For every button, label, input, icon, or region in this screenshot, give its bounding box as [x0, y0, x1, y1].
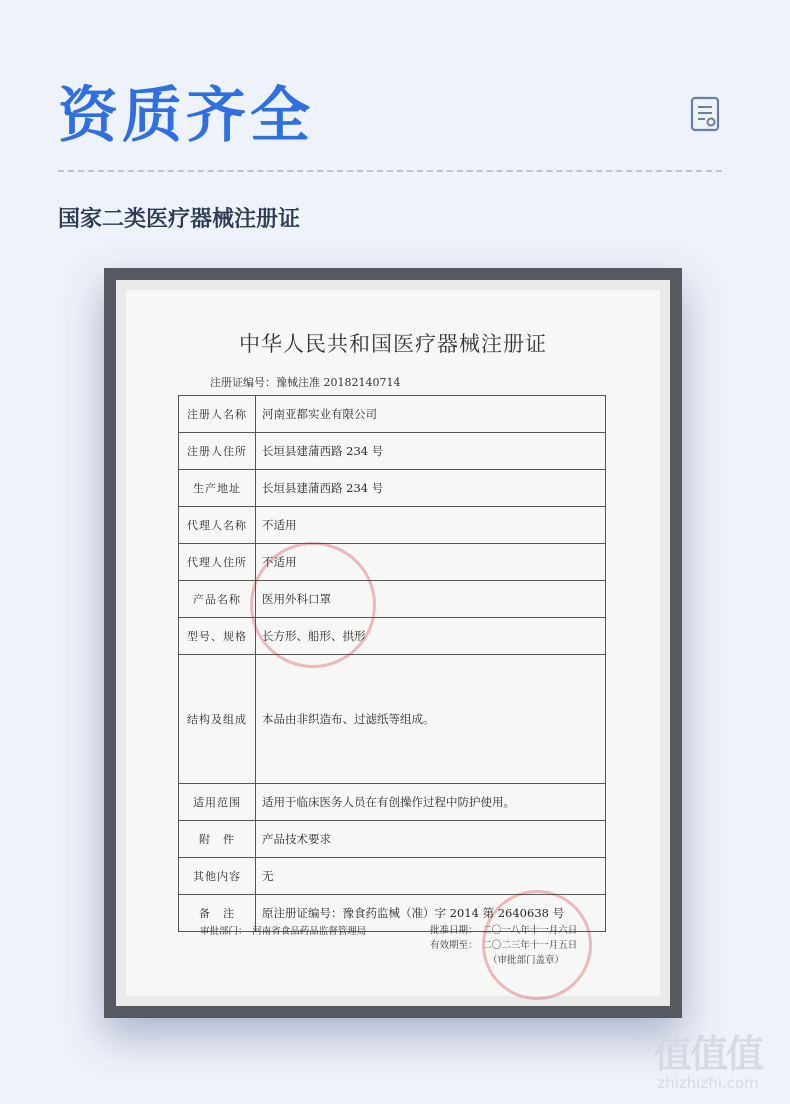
- registration-number: 豫械注准 20182140714: [276, 376, 401, 389]
- row-label: 备 注: [179, 895, 256, 932]
- row-value: 长方形、船形、拱形: [256, 618, 606, 655]
- registration-label: 注册证编号：: [210, 376, 276, 389]
- table-row: [179, 581, 606, 618]
- page-title: 资质齐全: [58, 81, 314, 151]
- row-value: 原注册证编号：豫食药监械（准）字 2014 第 2640638 号: [256, 895, 606, 932]
- row-value: 医用外科口罩: [256, 581, 606, 618]
- row-value: 适用于临床医务人员在有创操作过程中防护使用。: [256, 784, 606, 821]
- section-subtitle: 国家二类医疗器械注册证: [58, 207, 301, 232]
- watermark-glyphs: 值值值: [653, 1032, 762, 1076]
- row-value: 无: [256, 858, 606, 895]
- table-row: [179, 655, 606, 784]
- row-label: 代理人名称: [179, 507, 256, 544]
- registration-number-line: [210, 374, 400, 390]
- row-label: 产品名称: [179, 581, 256, 618]
- certificate-title: 中华人民共和国医疗器械注册证: [239, 332, 547, 356]
- row-label: 生产地址: [179, 470, 256, 507]
- table-row: [179, 507, 606, 544]
- watermark-text: zhizhizhi.com: [657, 1074, 759, 1092]
- approval-dates: [430, 923, 577, 968]
- table-row: [179, 544, 606, 581]
- row-value: 河南亚都实业有限公司: [256, 396, 606, 433]
- table-row: [179, 396, 606, 433]
- table-row: [179, 784, 606, 821]
- row-label: 其他内容: [179, 858, 256, 895]
- row-value: 本品由非织造布、过滤纸等组成。: [256, 655, 606, 784]
- row-label: 注册人住所: [179, 433, 256, 470]
- row-label: 结构及组成: [179, 655, 256, 784]
- certificate-paper: [126, 290, 660, 996]
- certificate-mat: [116, 280, 670, 1006]
- row-label: 代理人住所: [179, 544, 256, 581]
- site-watermark: [638, 1023, 778, 1092]
- table-row: [179, 858, 606, 895]
- section-divider: [58, 170, 722, 172]
- row-label: 适用范围: [179, 784, 256, 821]
- valid-until-date: 有效期至： 二〇二三年十一月五日: [430, 940, 578, 951]
- stamp-note: （审批部门盖章）: [488, 955, 565, 966]
- row-value: 不适用: [256, 507, 606, 544]
- table-row: [179, 433, 606, 470]
- table-row: [179, 618, 606, 655]
- table-row: [179, 470, 606, 507]
- row-label: 附 件: [179, 821, 256, 858]
- certificate-table: [178, 395, 606, 932]
- row-value: 不适用: [256, 544, 606, 581]
- approval-department: 审批部门： 河南省食品药品监督管理局: [200, 926, 367, 937]
- row-value: 长垣县建蒲西路 234 号: [256, 433, 606, 470]
- row-value: 产品技术要求: [256, 821, 606, 858]
- row-label: 注册人名称: [179, 396, 256, 433]
- document-certificate-icon: [690, 96, 722, 132]
- table-row: [179, 821, 606, 858]
- certificate-frame: [104, 268, 682, 1018]
- row-label: 型号、规格: [179, 618, 256, 655]
- row-value: 长垣县建蒲西路 234 号: [256, 470, 606, 507]
- approval-date: 批准日期： 二〇一八年十一月六日: [430, 925, 578, 936]
